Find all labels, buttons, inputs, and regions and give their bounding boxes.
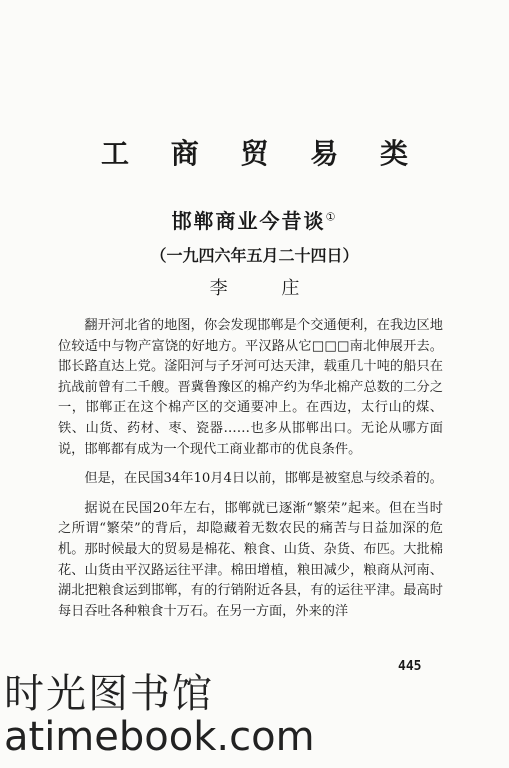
article-date: （一九四六年五月二十四日） xyxy=(150,246,359,265)
author-name: 李 庄 xyxy=(209,278,324,299)
page-number: 445 xyxy=(398,659,422,674)
paragraph: 但是，在民国34年10月4日以前，邯郸是被窒息与绞杀着的。 xyxy=(84,471,443,487)
watermark-name: 时光图书馆 xyxy=(4,671,214,717)
article-title-text: 邯郸商业今昔谈 xyxy=(171,209,326,233)
paragraph: 翻开河北省的地图，你会发现邯郸是个交通便利，在我边区地位较适中与物产富饶的好地方。平汉路从它□□□南北伸展开去。邯长路直达上党。滏阳河与子牙河可达天津，载重几十吨的船只在抗战前曾有二千艘。晋冀鲁豫区的棉产约为华北棉产总数的二分之一，邯郸正在这个棉产区的交通要冲上。在西边，太行山的煤、铁、山货、药材、枣、瓷器……也多从邯郸出口。无论从哪方面说，邯郸都有成为一个现代工商业都市的优良条件。 xyxy=(58,318,443,457)
watermark-url: atimebook.com xyxy=(4,714,315,760)
article-body xyxy=(58,316,443,622)
article-title xyxy=(0,205,509,234)
footnote-marker: ① xyxy=(325,210,338,224)
paragraph: 据说在民国20年左右，邯郸就已逐渐“繁荣”起来。但在当时之所谓“繁荣”的背后，却隐藏着无数农民的痛苦与日益加深的危机。那时候最大的贸易是棉花、粮食、山货、杂货、布匹。大批棉花、山货由平汉路运往平津。棉田增植，粮田减少，粮商从河南、湖北把粮食运到邯郸，有的行销附近各县，有的运往平津。最高时每日吞吐各种粮食十万石。在另一方面，外来的洋 xyxy=(58,500,443,619)
section-title: 工 商 贸 易 类 xyxy=(101,137,424,170)
